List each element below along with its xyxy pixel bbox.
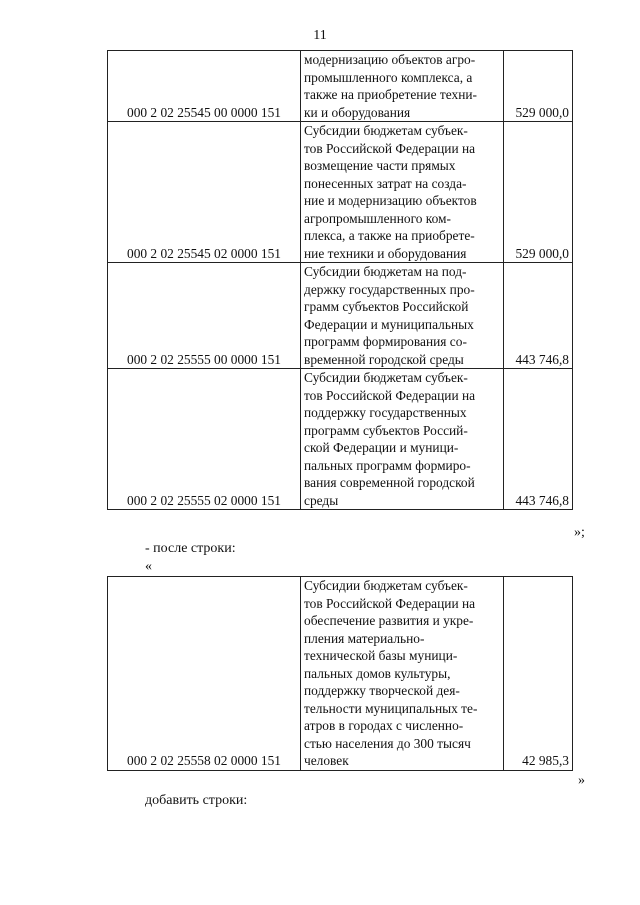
description-line: человек xyxy=(304,753,349,768)
description-line: обеспечение развития и укре- xyxy=(304,613,474,628)
budget-code-cell: 000 2 02 25555 00 0000 151 xyxy=(108,263,301,369)
description-line: стью населения до 300 тысяч xyxy=(304,735,471,751)
description-line: промышленного комплекса, а xyxy=(304,69,473,85)
description-line: возмещение части прямых xyxy=(304,158,456,173)
description-line: Субсидии бюджетам субъек- xyxy=(304,578,468,593)
budget-code-cell: 000 2 02 25545 02 0000 151 xyxy=(108,122,301,263)
amount-cell: 529 000,0 xyxy=(504,122,573,263)
description-line: грамм субъектов Российской xyxy=(304,299,469,314)
budget-table-body xyxy=(108,577,573,771)
amount-cell: 443 746,8 xyxy=(504,263,573,369)
description-line: понесенных затрат на созда- xyxy=(304,175,467,191)
description-line: временной городской среды xyxy=(304,351,464,367)
add-rows-instruction: добавить строки: xyxy=(145,793,248,808)
description-line: тельности муниципальных те- xyxy=(304,700,478,716)
description-line: ние техники и оборудования xyxy=(304,245,467,261)
table-row xyxy=(108,51,573,122)
description-line: технической базы муници- xyxy=(304,648,458,663)
description-line: пальных домов культуры, xyxy=(304,665,451,681)
description-line: Федерации и муниципальных xyxy=(304,316,474,332)
description-line: Субсидии бюджетам на под- xyxy=(304,264,467,279)
page-number: 11 xyxy=(313,28,327,43)
table-row xyxy=(108,369,573,510)
description-line: Субсидии бюджетам субъек- xyxy=(304,123,468,138)
description-line: тов Российской Федерации на xyxy=(304,595,476,611)
opening-quote: « xyxy=(145,559,152,574)
description-line: держку государственных про- xyxy=(304,281,475,297)
budget-table-continued xyxy=(107,50,573,510)
description-line: поддержку творческой дея- xyxy=(304,683,460,698)
description-line: среды xyxy=(304,492,339,508)
description-cell xyxy=(301,122,504,263)
description-line: агропромышленного ком- xyxy=(304,210,451,226)
description-line: тов Российской Федерации на xyxy=(304,387,476,403)
description-line: пальных программ формиро- xyxy=(304,457,471,473)
after-row-instruction: - после строки: xyxy=(145,541,236,556)
description-line: вания современной городской xyxy=(304,475,475,490)
description-cell xyxy=(301,51,504,122)
budget-code-cell: 000 2 02 25555 02 0000 151 xyxy=(108,369,301,510)
description-line: поддержку государственных xyxy=(304,405,467,420)
description-line: программ субъектов Россий- xyxy=(304,422,468,438)
table-row xyxy=(108,263,573,369)
description-line: плекса, а также на приобрете- xyxy=(304,228,475,243)
description-line: тов Российской Федерации на xyxy=(304,140,476,156)
table-row xyxy=(108,122,573,263)
table-row xyxy=(108,577,573,771)
closing-quote-semicolon: »; xyxy=(574,525,585,540)
description-line: программ формирования со- xyxy=(304,334,467,349)
budget-table-body xyxy=(108,51,573,510)
description-line: ской Федерации и муници- xyxy=(304,440,459,455)
description-line: также на приобретение техни- xyxy=(304,87,477,102)
budget-table-reference-row xyxy=(107,576,573,771)
description-line: модернизацию объектов агро- xyxy=(304,52,476,67)
budget-code-cell: 000 2 02 25545 00 0000 151 xyxy=(108,51,301,122)
description-line: пления материально- xyxy=(304,630,425,646)
budget-code-cell: 000 2 02 25558 02 0000 151 xyxy=(108,577,301,771)
description-cell xyxy=(301,577,504,771)
amount-cell: 443 746,8 xyxy=(504,369,573,510)
amount-cell: 42 985,3 xyxy=(504,577,573,771)
description-line: атров в городах с численно- xyxy=(304,718,464,733)
closing-quote: » xyxy=(578,773,585,788)
description-line: ние и модернизацию объектов xyxy=(304,193,477,208)
amount-cell: 529 000,0 xyxy=(504,51,573,122)
description-line: Субсидии бюджетам субъек- xyxy=(304,370,468,385)
description-cell xyxy=(301,263,504,369)
description-line: ки и оборудования xyxy=(304,104,411,120)
description-cell xyxy=(301,369,504,510)
